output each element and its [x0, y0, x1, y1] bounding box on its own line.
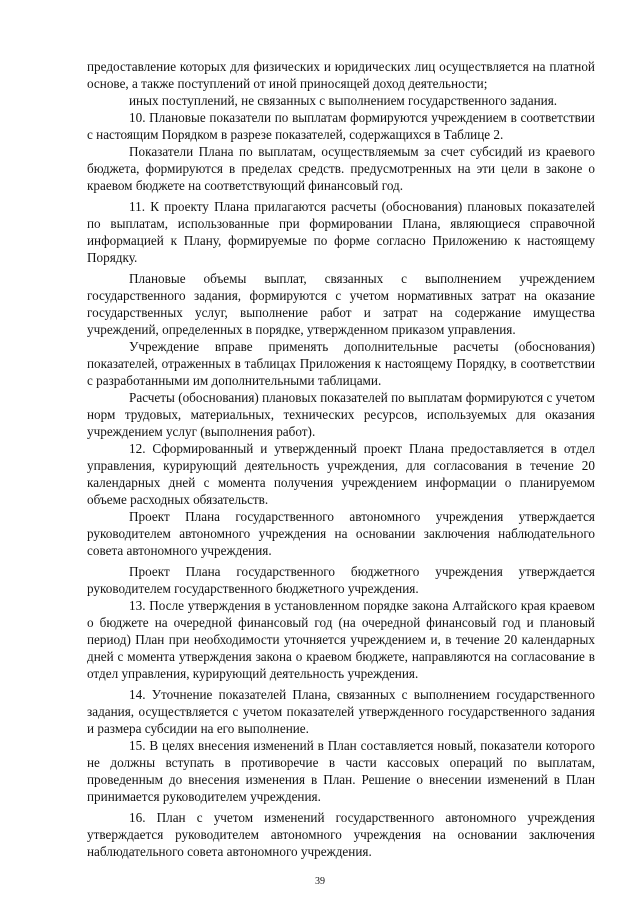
paragraph-16: 16. План с учетом изменений государственного автономного учреждения утверждается руководителем автономного учреждения на основании заключения наблюдательного совета автономного учреждения. — [87, 810, 595, 859]
paragraph-10: 10. Плановые показатели по выплатам формируются учреждением в соответствии с настоящим Порядком в разрезе показателей, содержащихся в Таблице 2. — [87, 110, 595, 142]
paragraph-continuation: предоставление которых для физических и юридических лиц осуществляется на платной основе, а также поступлений от иной приносящей доход деятельности; — [87, 59, 595, 91]
paragraph-calculations-norms: Расчеты (обоснования) плановых показателей по выплатам формируются с учетом норм трудовых, материальных, технических ресурсов, используемых для оказания учреждением услуг (выполнения работ). — [87, 390, 595, 439]
paragraph-11: 11. К проекту Плана прилагаются расчеты (обоснования) плановых показателей по выплатам, использованные при формировании Плана, являющиеся справочной информацией к Плану, формируемые по форме согласно Приложению к настоящему Порядку. — [87, 199, 595, 265]
paragraph-budget-approval: Проект Плана государственного бюджетного учреждения утверждается руководителем государственного бюджетного учреждения. — [87, 564, 595, 596]
paragraph-14: 14. Уточнение показателей Плана, связанных с выполнением государственного задания, осуществляется с учетом показателей утвержденного государственного задания и размера субсидии на его выполнение. — [87, 687, 595, 736]
paragraph-13: 13. После утверждения в установленном порядке закона Алтайского края краевом о бюджете на очередной финансовый год (на очередной финансовый год и плановый период) План при необходимости уточняется учреждением и, в течение 20 календарных дней с момента утверждения закона о краевом бюджете, направляются на согласование в отдел управления, курирующий деятельность учреждения. — [87, 598, 595, 681]
paragraph-12: 12. Сформированный и утвержденный проект Плана предоставляется в отдел управления, курирующий деятельность учреждения, для согласования в течение 20 календарных дней с момента получения учреждением информации о планируемом объеме расходных обязательств. — [87, 441, 595, 507]
paragraph-autonomous-approval: Проект Плана государственного автономного учреждения утверждается руководителем автономного учреждения на основании заключения наблюдательного совета автономного учреждения. — [87, 509, 595, 558]
paragraph-other-receipts: иных поступлений, не связанных с выполнением государственного задания. — [129, 93, 558, 108]
document-body — [87, 58, 595, 860]
paragraph-additional-calculations: Учреждение вправе применять дополнительные расчеты (обоснования) показателей, отраженных в таблицах Приложения к настоящему Порядку, в соответствии с разработанными им дополнительными таблицами. — [87, 339, 595, 388]
paragraph-subsidy-payments: Показатели Плана по выплатам, осуществляемым за счет субсидий из краевого бюджета, формируются в пределах средств. предусмотренных на эти цели в законе о краевом бюджете на соответствующий финансовый год. — [87, 144, 595, 193]
paragraph-15: 15. В целях внесения изменений в План составляется новый, показатели которого не должны вступать в противоречие в части кассовых операций по выплатам, проведенным до внесения изменения в План. Решение о внесении изменений в План принимается руководителем учреждения. — [87, 738, 595, 804]
page-number: 39 — [315, 876, 325, 887]
paragraph-planned-volumes: Плановые объемы выплат, связанных с выполнением учреждением государственного задания, формируются с учетом нормативных затрат на оказание государственных услуг, выполнение работ и затрат на содержание имущества учреждений, определенных в порядке, утвержденном приказом управления. — [87, 271, 595, 337]
